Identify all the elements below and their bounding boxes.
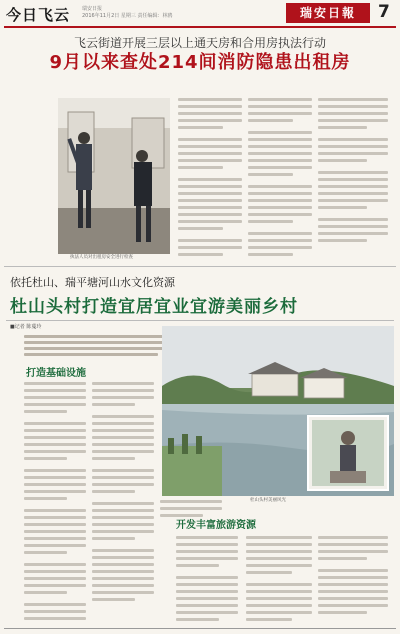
section-divider (4, 266, 396, 267)
header-rule (4, 26, 396, 28)
story2-kicker: 依托杜山、瑞平塘河山水文化资源 (10, 276, 175, 289)
issue-meta (82, 6, 242, 20)
story2-subhead: 打造基础设施 (26, 368, 86, 379)
story2-column (92, 382, 154, 605)
story2-column (318, 536, 388, 618)
story1-photo-caption: 执法人员对出租房安全进行检查 (70, 255, 133, 260)
story2-byline: ■记者 陈蔓玲 (10, 324, 42, 330)
village-river-photo-image (162, 326, 394, 496)
story1-kicker: 飞云街道开展三层以上通天房和合用房执法行动 (73, 36, 326, 50)
story2-photo (162, 326, 394, 496)
story1-column (178, 98, 242, 260)
newspaper-logo: 瑞安日報 (286, 3, 370, 23)
story2-subhead: 开发丰富旅游资源 (176, 520, 256, 531)
inspection-photo-image (58, 98, 170, 254)
story2-column (24, 382, 86, 624)
story1-column (318, 98, 388, 246)
story2-column (176, 536, 238, 625)
headline-rule (6, 320, 394, 321)
story2-column (246, 536, 312, 625)
page-number: 7 (378, 2, 390, 22)
issue-meta-line: 2016年11月2日 星期三 责任编辑：林鸥 (82, 13, 173, 19)
story1-column (248, 98, 312, 260)
story1-photo (58, 98, 170, 254)
story1-headline: 9月以来查处214间消防隐患出租房 (49, 52, 351, 73)
section-title: 今日飞云 (6, 6, 71, 24)
page-bottom-rule (4, 628, 396, 629)
story2-headline: 杜山头村打造宜居宜业宜游美丽乡村 (10, 297, 298, 317)
issue-meta-line: 瑞安日报 (82, 6, 103, 12)
story2-photo-caption: 杜山头村美丽风光 (250, 498, 286, 503)
